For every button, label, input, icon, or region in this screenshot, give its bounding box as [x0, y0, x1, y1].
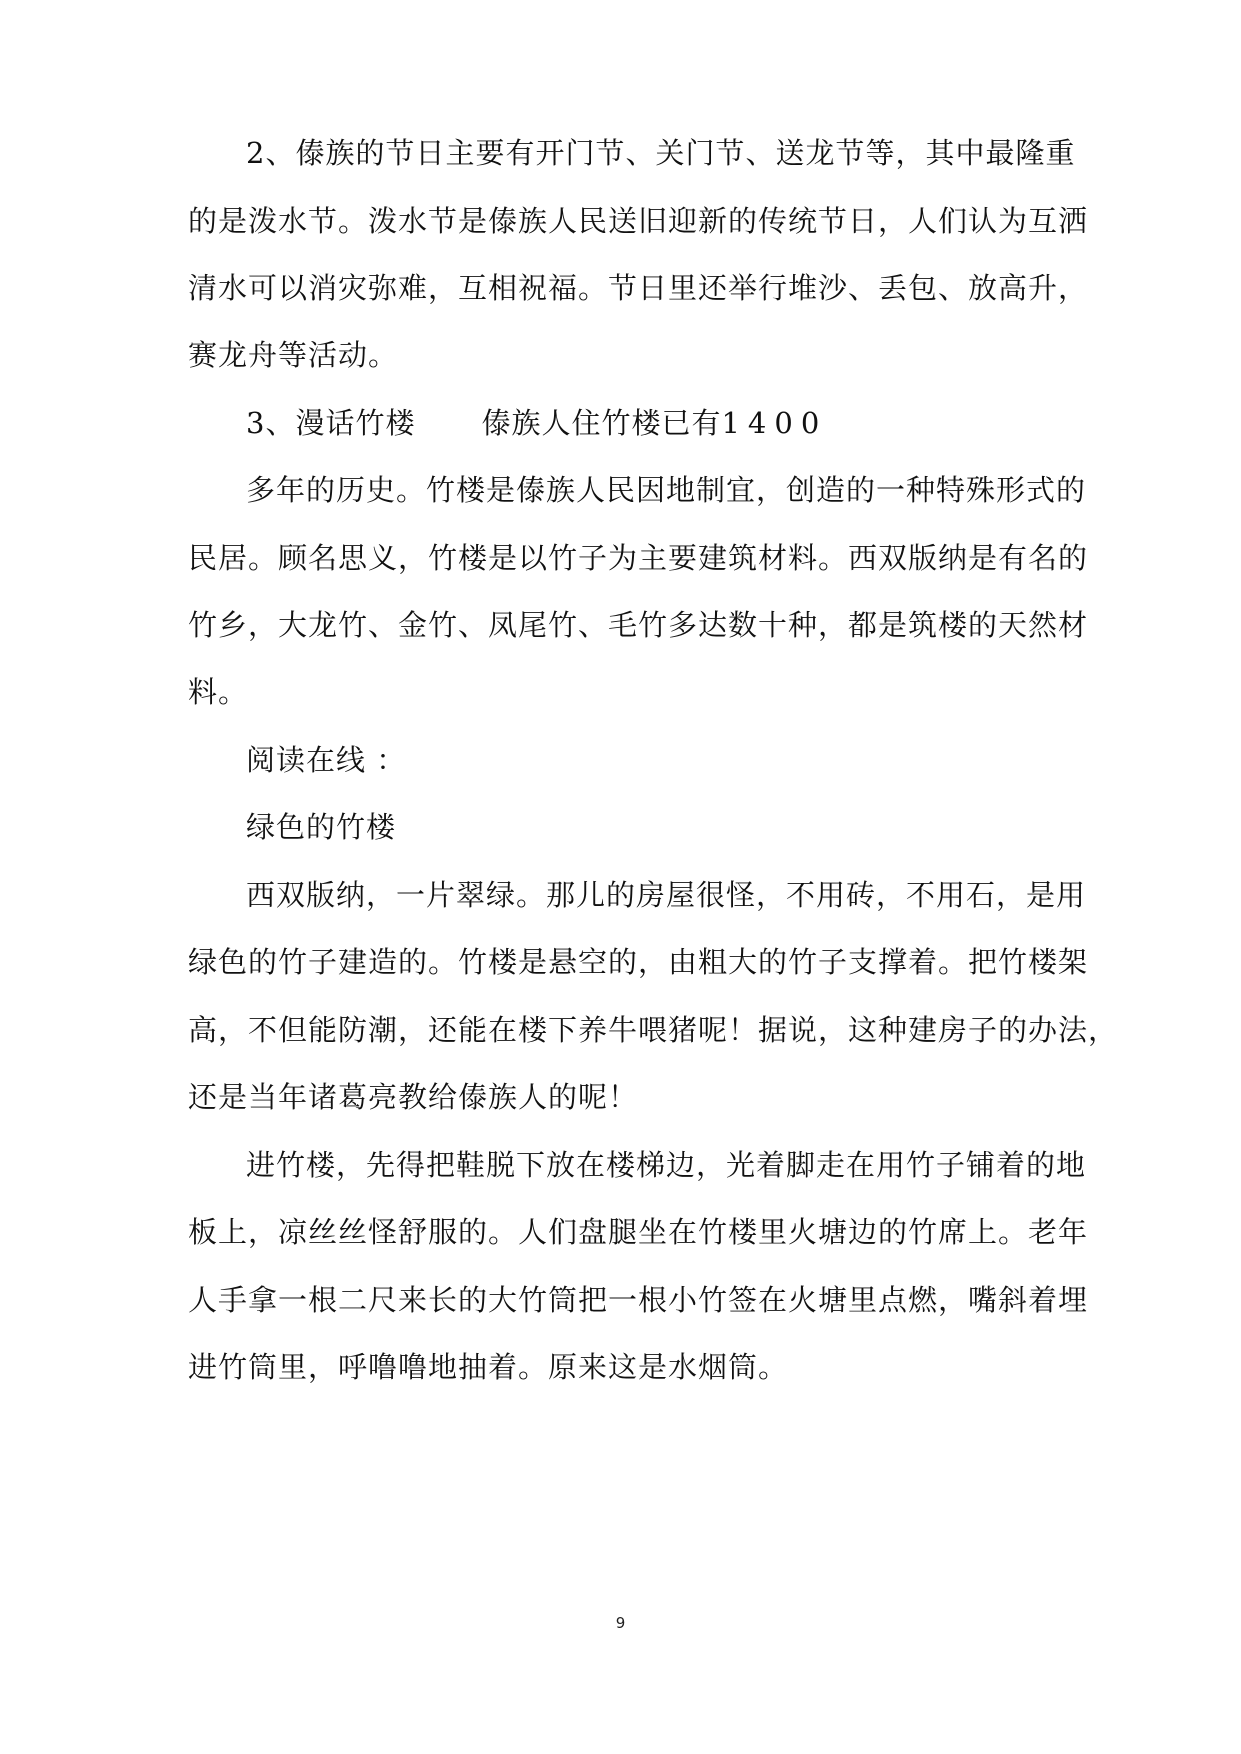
section-label: 阅读在线 ：: [246, 743, 407, 777]
paragraph-bamboo-line-3: 竹乡，大龙竹、金竹、凤尾竹、毛竹多达数十种，都是筑楼的天然材: [188, 608, 1089, 642]
paragraph-festivals-line-4: 赛龙舟等活动。: [188, 338, 399, 372]
paragraph-green-line-2: 绿色的竹子建造的。竹楼是悬空的，由粗大的竹子支撑着。把竹楼架: [188, 945, 1089, 979]
paragraph-green-line-3: 高，不但能防潮，还能在楼下养牛喂猪呢！据说，这种建房子的办法，: [188, 1013, 1119, 1047]
paragraph-bamboo-line-1: 多年的历史。竹楼是傣族人民因地制宜，创造的一种特殊形式的: [246, 473, 1087, 507]
bamboo-house-heading-line: [246, 403, 827, 443]
paragraph-festivals-line-3: 清水可以消灾弥难，互相祝福。节日里还举行堆沙、丢包、放高升，: [188, 271, 1089, 305]
paragraph-enter-line-4: 进竹筒里，呼噜噜地抽着。原来这是水烟筒。: [188, 1350, 789, 1384]
paragraph-enter-line-3: 人手拿一根二尺来长的大竹筒把一根小竹签在火塘里点燃，嘴斜着埋: [188, 1283, 1089, 1317]
paragraph-enter-line-2: 板上，凉丝丝怪舒服的。人们盘腿坐在竹楼里火塘边的竹席上。老年: [188, 1215, 1089, 1249]
article-title: 绿色的竹楼: [246, 810, 397, 844]
paragraph-festivals-line-2: 的是泼水节。泼水节是傣族人民送旧迎新的传统节日，人们认为互洒: [188, 204, 1089, 238]
paragraph-bamboo-line-2: 民居。顾名思义，竹楼是以竹子为主要建筑材料。西双版纳是有名的: [188, 541, 1089, 575]
paragraph-enter-line-1: 进竹楼，先得把鞋脱下放在楼梯边，光着脚走在用竹子铺着的地: [246, 1148, 1087, 1182]
bamboo-house-heading: 3、漫话竹楼: [246, 406, 416, 440]
bamboo-house-years: 1400: [721, 406, 828, 440]
paragraph-green-line-1: 西双版纳，一片翠绿。那儿的房屋很怪，不用砖，不用石，是用: [246, 878, 1087, 912]
paragraph-festivals-line-1: 2、傣族的节日主要有开门节、关门节、送龙节等，其中最隆重: [246, 136, 1076, 170]
page-number: 9: [615, 1614, 626, 1632]
bamboo-house-intro: 傣族人住竹楼已有: [481, 406, 722, 440]
paragraph-bamboo-line-4: 料。: [188, 675, 249, 709]
paragraph-green-line-4: 还是当年诸葛亮教给傣族人的呢！: [188, 1080, 639, 1114]
